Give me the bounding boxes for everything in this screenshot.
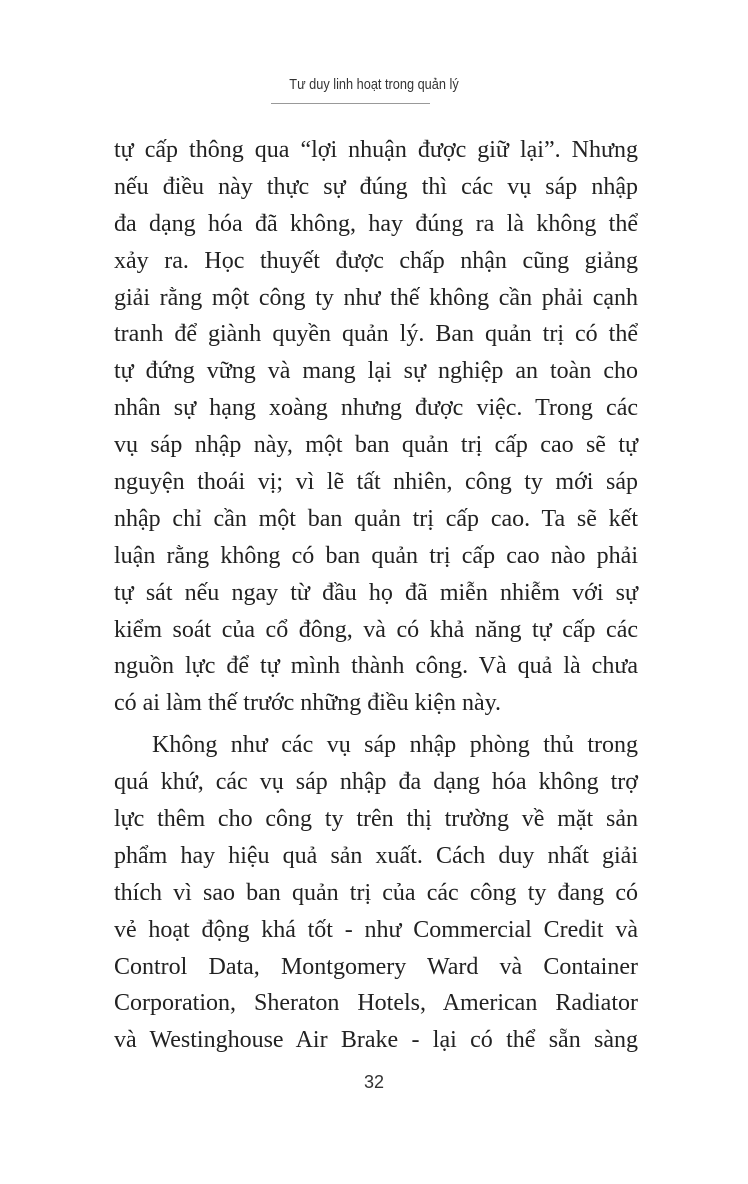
text-line: nguồn lực để tự mình thành công. Và quả là chưa (114, 653, 638, 680)
text-line: quá khứ, các vụ sáp nhập đa dạng hóa không trợ (114, 769, 638, 796)
paragraph (114, 132, 638, 722)
text-line: và Westinghouse Air Brake - lại có thể sẵn sàng (114, 1027, 638, 1054)
text-line: giải rằng một công ty như thế không cần phải cạnh (114, 284, 638, 311)
page-number: 32 (363, 1072, 385, 1092)
text-line: tự sát nếu ngay từ đầu họ đã miễn nhiễm với sự (114, 579, 638, 606)
text-line: thích vì sao ban quản trị của các công ty đang có (114, 879, 638, 906)
text-line: phẩm hay hiệu quả sản xuất. Cách duy nhất giải (114, 842, 638, 869)
text-line: kiểm soát của cổ đông, và có khả năng tự cấp các (114, 616, 638, 643)
text-line: nguyện thoái vị; vì lẽ tất nhiên, công ty mới sáp (114, 469, 638, 496)
text-line: Corporation, Sheraton Hotels, American Radiator (114, 990, 638, 1017)
body-text (114, 132, 638, 1059)
text-line: đa dạng hóa đã không, hay đúng ra là không thể (114, 210, 638, 237)
text-line: vụ sáp nhập này, một ban quản trị cấp cao sẽ tự (114, 432, 638, 459)
text-line: nhập chỉ cần một ban quản trị cấp cao. Ta sẽ kết (114, 505, 638, 532)
running-header: Tư duy linh hoạt trong quản lý (289, 76, 459, 93)
text-line: Control Data, Montgomery Ward và Container (114, 953, 638, 980)
header-rule (271, 103, 430, 104)
text-line: xảy ra. Học thuyết được chấp nhận cũng giảng (114, 247, 638, 274)
paragraph (114, 727, 638, 1059)
text-line: tự cấp thông qua “lợi nhuận được giữ lại”. Nhưng (114, 137, 638, 163)
text-line: có ai làm thế trước những điều kiện này. (114, 690, 502, 717)
text-line: luận rằng không có ban quản trị cấp cao nào phải (114, 542, 638, 569)
text-line: vẻ hoạt động khá tốt - như Commercial Credit và (114, 916, 638, 943)
text-line: tranh để giành quyền quản lý. Ban quản trị có thể (114, 321, 638, 348)
text-line: tự đứng vững và mang lại sự nghiệp an toàn cho (114, 358, 638, 385)
text-line: nếu điều này thực sự đúng thì các vụ sáp nhập (114, 173, 638, 200)
text-line: nhân sự hạng xoàng nhưng được việc. Trong các (114, 395, 638, 422)
text-line: lực thêm cho công ty trên thị trường về mặt sản (114, 806, 638, 833)
text-line: Không như các vụ sáp nhập phòng thủ trong (152, 732, 638, 759)
